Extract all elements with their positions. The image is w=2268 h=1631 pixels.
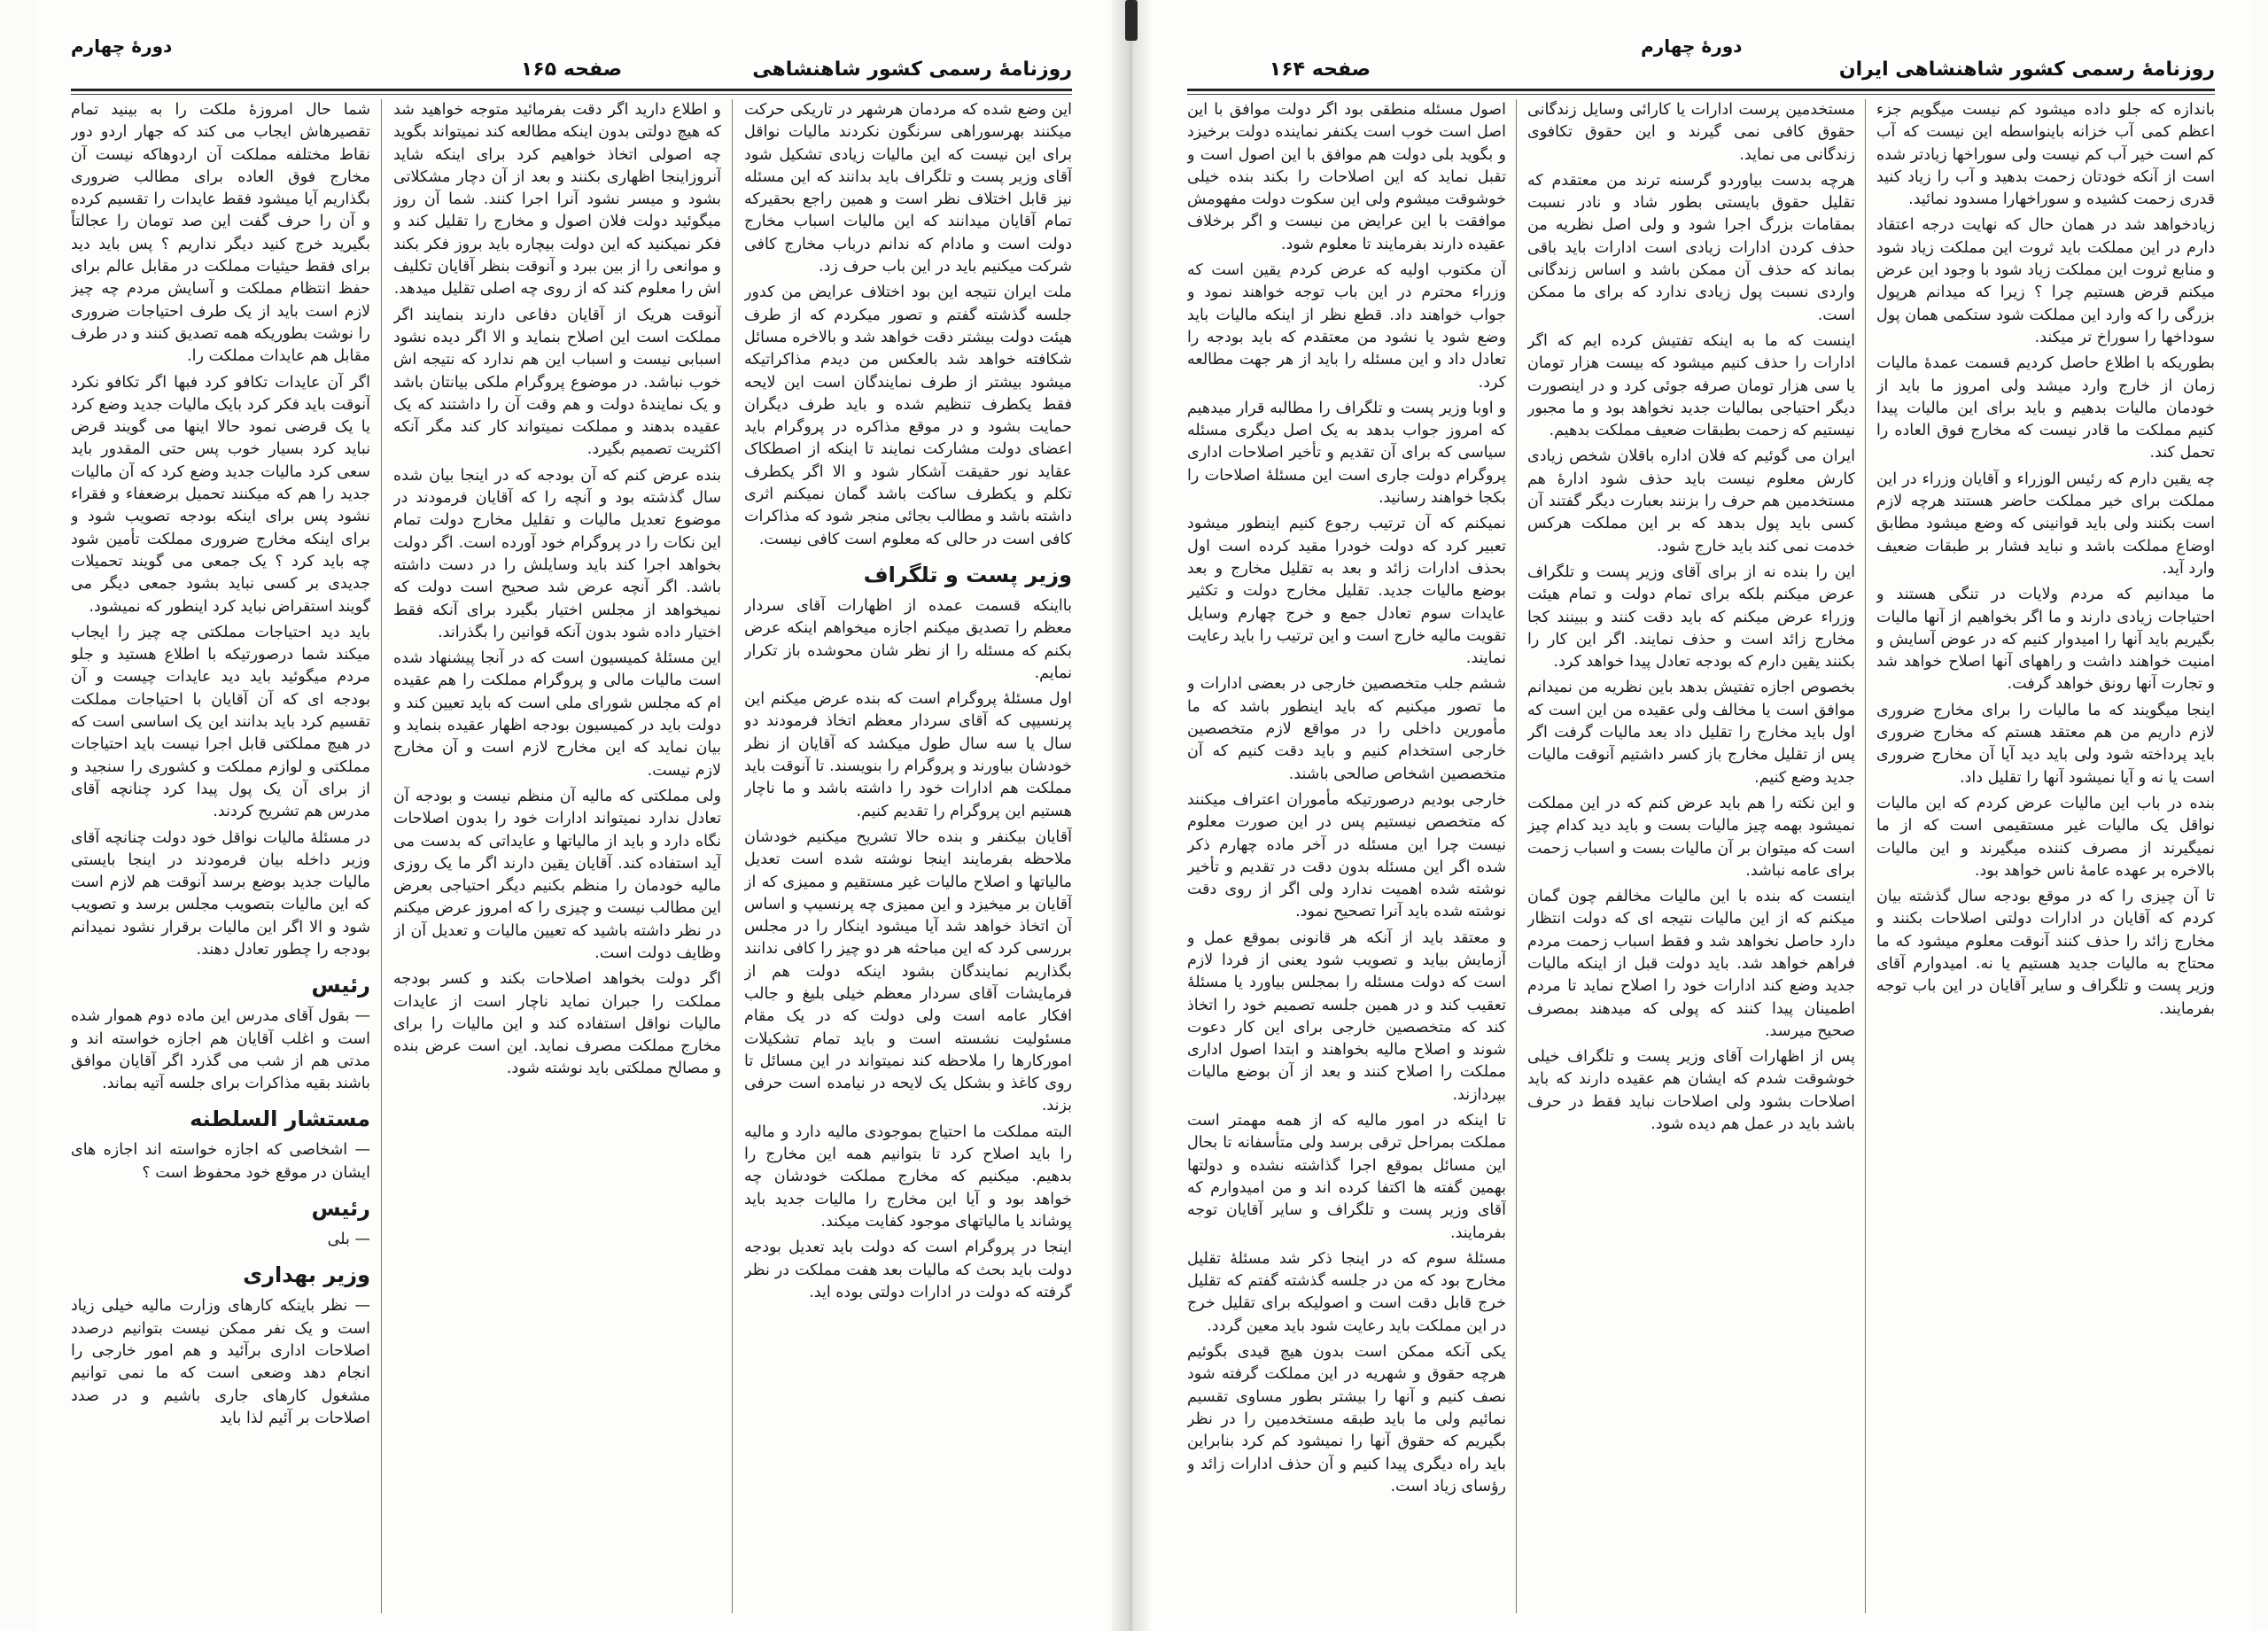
right-page-title: روزنامهٔ رسمی کشور شاهنشاهی ایران [1838, 58, 2215, 81]
article-paragraph: اینست که ما به اینکه تفتیش کرده ایم که اگر ادارات را حذف کنیم میشود که بیست هزار تومان یا سی هزار تومان صرفه جوئی کرد و در اینصورت دیگر احتیاجی بمالیات جدید نخواهد بود و ما مجبور نیستیم که زحمت بطبقات ضعیف مملکت بدهیم. [1527, 331, 1855, 440]
left-page-title: روزنامهٔ رسمی کشور شاهنشاهی [752, 58, 1072, 81]
column-rule [381, 99, 382, 1613]
right-col-3 [1187, 99, 1506, 1613]
article-paragraph: اینجا در پروگرام است که دولت باید تعدیل بودجه دولت باید بحث که مالیات بعد هفت مملکت در نظر گرفته که دولت در ادارات دولتی بوده اید. [744, 1239, 1072, 1301]
binding-gutter [1112, 0, 1149, 1631]
column-rule [1865, 99, 1866, 1613]
article-paragraph: — نظر باینکه کارهای وزارت مالیه خیلی زیاد است و یک نفر ممکن نیست بتوانیم درصدد اصلاحات اداری برآئید و هم امور خارجی را انجام دهد وضعی است که ما نمی توانیم مشغول کارهای جاری باشیم و در صدد اصلاحات بر آئیم لذا باید [71, 1297, 370, 1427]
right-page-number: صفحه ۱۶۴ [1269, 58, 1371, 81]
article-paragraph: آقایان بیکنفر و بنده حالا تشریح میکنیم خودشان ملاحظه بفرمایند اینجا نوشته شده است تعدیل مالیاتها و اصلاح مالیات غیر مستقیم و ممیزی که از آقایان بر میخیزد و این ممیزی چه پرنسیپ و اساس آن اتخاذ خواهد شد آیا میشود اینکار را در مجلس بررسی کرد که این مباحثه هر دو چیز را کافی ندانند بگذاریم نمایندگان بشود اینکه دولت هم از فرمایشات آقای سردار معظم خیلی بلیغ و جالب افکار عامه است ولی دولت که در یک مقام مسئولیت نشسته است و باید تمام تشکیلات امورکارها را ملاحظه کند نمیتواند در این مسائل تا روی کاغذ و بشکل یک لایحه در نیامده است حرفی بزند. [744, 827, 1072, 1115]
right-header-rule-thin [1187, 94, 2215, 95]
right-col-2 [1527, 99, 1855, 1613]
article-paragraph: زیادخواهد شد در همان حال که نهایت درجه اعتقاد دارم در این مملکت باید ثروت این مملکت زیاد شود و منابع ثروت این مملکت زیاد شود با وجود این عرض میکنم قرض هستیم چرا ؟ زیرا که میدانم هرپول بزرگی را که وارد این مملکت شود ستکمی همان پول سوداخها را سوراخ تر میکند. [1876, 216, 2215, 346]
left-col-1 [744, 99, 1072, 1613]
right-running-head [1187, 35, 2215, 87]
article-paragraph: تا آن چیزی را که در موقع بودجه سال گذشته بیان کردم که آقایان در ادارات دولتی اصلاحات بکنند و مخارج زائد را حذف کنند آنوقت معلوم میشود که ما محتاج به مالیات جدید هستیم یا نه. امیدوارم آقای وزیر پست و تلگراف و سایر آقایان در این باب توجه بفرمایند. [1876, 888, 2215, 1018]
section-heading: رئیس [311, 973, 370, 998]
article-paragraph: و اطلاع دارید اگر دقت بفرمائید متوجه خواهید شد که هیچ دولتی بدون اینکه مطالعه کند نمیتواند بگوید چه اصولی اتخاذ خواهیم کرد برای اینکه شاید آنروزاینجا اظهاری بکنند و بعد از آن دچار مشکلاتی بشود و میسر نشود آنرا اجرا کنند. شما آن روز میگوئید دولت فلان اصول و مخارج را تقلیل کند و فکر نمیکنید که این دولت بیچاره باید بروز فکر بکند و موانعی را از بین ببرد و آنوقت بنظر آقایان تکلیف اش را معلوم کند که از روی چه اصلی تقلیل میدهد. [393, 101, 721, 299]
article-paragraph: — اشخاصی که اجازه خواسته اند اجازه های ایشان در موقع خود محفوظ است ؟ [71, 1141, 370, 1182]
article-paragraph: هرچه بدست بیاوردو گرسنه ترند من معتقدم که تقلیل حقوق بایستی بطور شاد و نادر نسبت بمقامات بزرگ اجرا شود و ولی اصل نظریه من حذف کردن ادارات زیادی است ادارات باید باقی بماند که حذف آن ممکن باشد و اساس زندگانی واردی نسبت پول زیادی ندارد که برای ما ممکن است. [1527, 171, 1855, 324]
article-paragraph: خارجی بودیم درصورتیکه مأموران اعتراف میکنند که متخصص نیستیم پس در این صورت معلوم نیست چرا این مسئله در آخر ماده چهارم ذکر شده اگر این مسئله بدون دقت در تقدیم و تأخیر نوشته شده اهمیت ندارد ولی اگر از روی دقت نوشته شده باید آنرا تصحیح نمود. [1187, 790, 1506, 921]
article-paragraph: اگر دولت بخواهد اصلاحات بکند و کسر بودجه مملکت را جبران نماید ناچار است از عایدات مالیات نواقل استفاده کند و این مالیات را برای مخارج مملکت مصرف نماید. این است عرض بنده و مصالح مملکتی باید نوشته شود. [393, 970, 721, 1078]
article-paragraph: ایران می گوئیم که فلان اداره باقلان شخص زیادی کارش معلوم نیست باید حذف شود ادارهٔ هم مستخدمین هم حرف را بزنند بعبارت دیگر گفتند آن کسی باید پول بدهد که بر این مملکت هرکس خدمت نمی کند باید خارج شود. [1527, 447, 1855, 555]
article-paragraph: این را بنده نه از برای آقای وزیر پست و تلگراف عرض میکنم بلکه برای تمام دولت و تمام هیئت وزراء عرض میکنم که باید دقت کنند و ببینند کجا مخارج زائد است و حذف نمایند. اگر این کار را بکنند یقین دارم که بودجه تعادل پیدا خواهد کرد. [1527, 563, 1855, 672]
article-paragraph: ما میدانیم که مردم ولایات در تنگی هستند و احتیاجات زیادی دارند و ما اگر بخواهیم از آنها مالیات بگیریم باید آنها را امیدوار کنیم که در عوض آسایش و امنیت خواهند داشت و راههای آنها اصلاح خواهد شد و تجارت آنها رونق خواهد گرفت. [1876, 586, 2215, 694]
article-paragraph: نمیکنم که آن ترتیب رجوع کنیم اینطور میشود تعبیر کرد که دولت خودرا مقید کرده است اول بحذف ادارات زائد و بعد به تقلیل مخارج و بعد بوضع مالیات جدید. تقلیل مخارج دولت و تکثیر عایدات سوم تعادل جمع و خرج چهارم وسایل تقویت مالیه خارج است و این ترتیب را باید رعایت نمایند. [1187, 515, 1506, 668]
article-paragraph: ولی مملکتی که مالیه آن منظم نیست و بودجه آن تعادل ندارد نمیتواند ادارات خود را بدون اصلاحات نگاه دارد و باید از مالیاتها و عایداتی که بدست می آید استفاده کند. آقایان یقین دارند اگر ما یک روزی مالیه خودمان را منظم بکنیم دیگر احتیاجی بعرض این مطالب نیست و چیزی را که امروز عرض میکنم در نظر داشته باشید که تعیین مالیات و تعدیل آن از وظایف دولت است. [393, 787, 721, 962]
article-paragraph: بنده در باب این مالیات عرض کردم که این مالیات نواقل یک مالیات غیر مستقیمی است که از ما نمیگیرند از مصرف کننده میگیرند و این مالیات بالاخره بر عهده عامهٔ ناس خواهد بود. [1876, 794, 2215, 880]
left-header-rule-thin [71, 94, 1072, 95]
article-paragraph: و این نکته را هم باید عرض کنم که در این مملکت نمیشود بهمه چیز مالیات بست و باید دید کدام چیز است که میتوان بر آن مالیات بست و اسباب زحمت برای عامه نباشد. [1527, 794, 1855, 880]
article-paragraph: اینجا میگویند که ما مالیات را برای مخارج ضروری لازم داریم من هم معتقد هستم که مخارج ضروری باید پرداخته شود ولی باید دید آیا آن مخارج ضروری است یا نه و آیا نمیشود آنها را تقلیل داد. [1876, 701, 2215, 787]
article-paragraph: در مسئلهٔ مالیات نواقل خود دولت چنانچه آقای وزیر داخله بیان فرمودند در اینجا بایستی مالیات جدید بوضع برسد آنوقت هم لازم است که این مالیات بتصویب مجلس برسد و تصویب شود و الا اگر این مالیات برقرار نشود نمیدانم بودجه را چطور تعادل دهند. [71, 828, 370, 959]
section-heading: وزیر بهداری [243, 1262, 370, 1288]
article-paragraph: یکی آنکه ممکن است بدون هیچ قیدی بگوئیم هرچه حقوق و شهریه در این مملکت گرفته شود نصف کنیم و آنها را بیشتر بطور مساوی تقسیم نمائیم ولی ما باید طبقه مستخدمین را در نظر بگیریم که حقوق آنها را نمیشود کم کرد بنابراین باید راه دیگری پیدا کنیم و آن حذف ادارات زائد و رؤسای زیاد است. [1187, 1343, 1506, 1495]
article-paragraph: اول مسئلهٔ پروگرام است که بنده عرض میکنم این پرنسیپی که آقای سردار معظم اتخاذ فرمودند دو سال یا سه سال طول میکشد که آقایان از نظر خودشان بیاورند و پروگرام را بنویسند. تا آنوقت باید مملکت هم ادارات خود را داشته باشد و ما ناچار هستیم این پروگرام را تقدیم کنیم. [744, 690, 1072, 820]
article-paragraph: مسئلهٔ سوم که در اینجا ذکر شد مسئلهٔ تقلیل مخارج بود که من در جلسه گذشته گفتم که تقلیل خرج قابل دقت است و اصولیکه برای تقلیل خرج در این مملکت باید رعایت شود باید معین گردد. [1187, 1249, 1506, 1335]
article-paragraph: البته مملکت ما احتیاج بموجودی مالیه دارد و مالیه را باید اصلاح کرد تا بتوانیم همه این مخارج را بدهیم. میکنیم که مخارج مملکت خودشان چه خواهد بود و آیا این مخارج را مالیات جدید باید پوشاند یا مالیاتهای موجود کفایت میکند. [744, 1122, 1072, 1231]
left-col-2 [393, 99, 721, 1613]
article-paragraph: — بلی [327, 1231, 370, 1249]
article-paragraph: آنوقت هریک از آقایان دفاعی دارند بنمایند اگر مملکت است این اصلاح بنماید و الا اگر دیده نشود اسبابی نیست و اسباب این هم ندارد که نتیجه اش خوب نباشد. در موضوع پروگرام ملکی بیانتان باشد و یک نمایندهٔ دولت و هم وقت آن را داشتند که یک عقیده بدهند و مملکت نمیتواند کار کند مگر آنکه اکثریت تصمیم بگیرد. [393, 306, 721, 459]
column-rule [732, 99, 733, 1613]
left-running-head [71, 35, 1072, 87]
article-paragraph: بنده عرض کنم که آن بودجه که در اینجا بیان شده سال گذشته بود و آنچه را که آقایان فرمودند در موضوع تعدیل مالیات و تقلیل مخارج دولت تمام این نکات را در پروگرام خود آورده است. اگر دولت بخواهد اجرا کند باید وسایلش را در دست داشته باشد. اگر آنچه عرض شد صحیح است دولت که نمیخواهد از مجلس اختیار بگیرد برای آنکه فقط اختیار داده شود بدون آنکه قوانین را بگذراند. [393, 466, 721, 641]
left-page-period: دورهٔ چهارم [71, 35, 173, 57]
section-heading: وزیر پست و تلگراف [863, 562, 1072, 587]
left-page [35, 0, 1107, 1631]
article-paragraph: آن مکتوب اولیه که عرض کردم یقین است که وزراء محترم در این باب توجه خواهند نمود و جواب خواهند داد. قطع نظر از اینکه مالیات باید وضع شود یا نشود من معتقدم که باید بودجه را تعادل داد و این مسئله را باید از هر جهت مطالعه کرد. [1187, 261, 1506, 392]
article-paragraph: ششم جلب متخصصین خارجی در بعضی ادارات و ما تصور میکنیم که باید اینطور باشد که ما مأمورین داخلی را در مواقع لازم متخصصین خارجی استخدام کنیم و باید دقت کنیم که آن متخصصین اشخاص صالحی باشند. [1187, 675, 1506, 783]
right-page [1152, 0, 2250, 1631]
article-paragraph: این وضع شده که مردمان هرشهر در تاریکی حرکت میکنند بهرسوراهی سرنگون نکردند مالیات نواقل برای این نیست که این مالیات زیادی تشکیل شود آقای وزیر پست و تلگراف باید بدانند که این مسئله نیز قابل اختلاف نظر است و همین راجع بحقیرکه تمام آقایان میدانند که این مالیات اسباب مخارج دولت است و مادام که ندانم درباب مخارج کافی شرکت میکنیم باید در این باب حرف زد. [744, 101, 1072, 276]
left-columns [71, 99, 1072, 1613]
section-heading: مستشار السلطنه [190, 1107, 370, 1132]
article-paragraph: باندازه که جلو داده میشود کم نیست میگویم جزء اعظم کمی آب خزانه باینواسطه این نیست که آب کم است خیر آب کم نیست ولی سوراخها زیادتر شده است از آنکه خودتان زحمت بدهید و آب را زیاد کنید قدری زحمت کشیده و سوراخهارا مسدود نمائید. [1876, 101, 2215, 209]
article-paragraph: چه یقین دارم که رئیس الوزراء و آقایان وزراء در این مملکت برای خیر مملکت حاضر هستند هرچه لازم است بکنند ولی باید قوانینی که وضع میشود مطابق اوضاع مملکت باشد و نباید فشار بر طبقات ضعیف وارد آید. [1876, 470, 2215, 578]
column-rule [1516, 99, 1517, 1613]
article-paragraph: تا اینکه در امور مالیه که از همه مهمتر است مملکت بمراحل ترقی برسد ولی متأسفانه تا بحال این مسائل بموقع اجرا گذاشته نشده و دولتها بهمین گفته ها اکتفا کرده اند و من امیدوارم که آقای وزیر پست و تلگراف و سایر آقایان توجه بفرمایند. [1187, 1112, 1506, 1242]
right-header-rule [1187, 89, 2215, 91]
article-paragraph: بااینکه قسمت عمده از اظهارات آقای سردار معظم را تصدیق میکنم اجازه میخواهم اینکه عرض بکنم که مسئله را از نظر شان محوشده باز تکرار نمایم. [744, 596, 1072, 682]
article-paragraph: بخصوص اجازه تفتیش بدهد باین نظریه من نمیدانم موافق است یا مخالف ولی عقیده من این است که اول باید مخارج را تقلیل داد بعد مالیات گرفت اگر پس از تقلیل مخارج باز کسر داشتیم آنوقت مالیات جدید وضع کنیم. [1527, 679, 1855, 787]
right-page-period: دورهٔ چهارم [1641, 35, 1743, 57]
article-paragraph: و معتقد باید از آنکه هر قانونی بموقع عمل و آزمایش بیاید و تصویب شود یعنی از فردا لازم است که دولت مسئله را بمجلس بیاورد یا مسئلهٔ تعقیب کند و در همین جلسه تصمیم خود را اتخاذ کند که متخصصین خارجی برای این کار دعوت شوند و اصلاح مالیه بخواهند و ابتدا اصول اداری مملکت را اصلاح کنند و بعد از آن بوضع مالیات بپردازند. [1187, 928, 1506, 1104]
article-paragraph: — بقول آقای مدرس این ماده دوم هموار شده است و اغلب آقایان هم اجازه خواسته اند و مدتی هم از شب می گذرد اگر آقایان موافق باشند بقیه مذاکرات برای جلسه آتیه بماند. [71, 1007, 370, 1093]
article-paragraph: اصول مسئله منطقی بود اگر دولت موافق با این اصل است خوب است یکنفر نماینده دولت برخیزد و بگوید بلی دولت هم موافق با این اصول است و تقبل نماید که این اصلاحات را بکند بنده خیلی خوشوقت میشوم ولی این سکوت دولت مفهومش موافقت با این عرایض من نیست و اگر برخلاف عقیده دارند بفرمایند تا معلوم شود. [1187, 101, 1506, 253]
left-col-3 [71, 99, 370, 1613]
right-columns [1187, 99, 2215, 1613]
article-paragraph: مستخدمین پرست ادارات یا کارائی وسایل زندگانی حقوق کافی نمی گیرند و این حقوق تکافوی زندگانی می نماید. [1527, 101, 1855, 164]
article-paragraph: شما حال امروزهٔ ملکت را به بینید تمام تقصیرهاش ایجاب می کند که جهار اردو دور نقاط مختلفه مملکت آن اردوهاکه نیست آن مخارج فوق العاده برای مطالب ضروری بگذاریم آیا میشود فقط عایدات را تقسیم کرده و آن را حرف گفت این صد تومان را عجالتاً بگیرید خرج کنید دیگر نداریم ؟ پس باید دید برای فقط حیثیات مملکت در مقابل عالم برای حفظ انتظام مملکت و آسایش مردم چه چیز لازم است باید از یک طرف احتیاجات ضروری را نوشت بطوریکه همه تصدیق کنند و در طرف مقابل هم عایدات مملکت را. [71, 101, 370, 366]
article-paragraph: اگر آن عایدات تکافو کرد فبها اگر تکافو نکرد آنوقت باید فکر کرد بایک مالیات جدید وضع کرد یا یک قرضی نمود حالا اینها می گویند قرض نباید کرد بسیار خوب پس حتی المقدور باید سعی کرد مالیات جدید وضع کرد که آن مالیات جدید را هم که میکنند تحمیل برضعفاء و فقراء نشود پس برای اینکه بودجه تصویب شود و برای اینکه مخارج ضروری مملکت تأمین شود چه باید کرد ؟ یک جمعی می گویند تحمیلات جدیدی بر کسی نباید بشود جمعی دیگر می گویند استقراض نباید کرد اینطور که نمیشود. [71, 373, 370, 616]
right-col-1 [1876, 99, 2215, 1613]
article-paragraph: و اوبا وزیر پست و تلگراف را مطالبه قرار میدهیم که امروز جواب بدهد به یک اصل دیگری مسئله سیاسی که برای آن تقدیم و تأخیر اصلاحات اداری پروگرام دولت جاری است این مسئلهٔ اصلاحات را بکجا خواهند رسانید. [1187, 399, 1506, 508]
article-paragraph: اینست که بنده با این مالیات مخالفم چون گمان میکنم که از این مالیات نتیجه ای که دولت انتظار دارد حاصل نخواهد شد و فقط اسباب زحمت مردم فراهم خواهد شد. باید دولت قبل از اینکه مالیات جدید وضع کند ادارات خود را اصلاح نماید تا مردم اطمینان پیدا کنند که پولی که میدهند بمصرف صحیح میرسد. [1527, 888, 1855, 1040]
article-paragraph: ملت ایران نتیجه این بود اختلاف عرایض من کدور جلسه گذشته گفتم و تصور میکردم که از طرف هیئت دولت بیشتر دقت خواهد شد و بالاخره مسائل شکافته خواهد شد بالعکس من دیدم مذاکراتیکه میشود بیشتر از طرف نمایندگان است این لایحه فقط یکطرف تنظیم شده و باید طرف دیگران حمایت بشود و در موقع مذاکره در پروگرام باید اعضای دولت مشارکت نمایند تا اینکه از اصطکاک عقاید نور حقیقت آشکار شود و الا اگر یکطرف تکلم و یکطرف ساکت باشد گمان نمیکنم اثری داشته باشد و مطالب بجائی منجر شود که مذاکرات کافی است در حالی که معلوم است کافی نیست. [744, 283, 1072, 548]
article-paragraph: پس از اظهارات آقای وزیر پست و تلگراف خیلی خوشوقت شدم که ایشان هم عقیده دارند که باید اصلاحات بشود ولی اصلاحات نباید فقط در حرف باشد باید در عمل هم دیده شود. [1527, 1048, 1855, 1134]
article-paragraph: بطوریکه با اطلاع حاصل کردیم قسمت عمدهٔ مالیات زمان از خارج وارد میشد ولی امروز ما باید از خودمان مالیات بدهیم و باید برای این مالیات پیدا کنیم مملکت ما قادر نیست که مخارج فوق العاده را تحمل کند. [1876, 354, 2215, 462]
left-page-number: صفحه ۱۶۵ [520, 58, 623, 81]
section-heading: رئیس [311, 1196, 370, 1222]
left-header-rule [71, 89, 1072, 91]
article-paragraph: باید دید احتیاجات مملکتی چه چیز را ایجاب میکند شما درصورتیکه با اطلاع هستید و جلو مردم میگوئید باید دید عایدات چیست و آن بودجه ای که آن آقایان با احتیاجات مملکت تقسیم کرد باید بدانند این یک اساسی است که در هیچ مملکتی قابل اجرا نیست باید احتیاجات مملکتی و لوازم مملکت و کشوری را سنجید و از برای آن یک پول پیدا کرد چنانچه آقای مدرس هم تشریح کردند. [71, 623, 370, 821]
binding-mark [1125, 0, 1138, 41]
article-paragraph: این مسئلهٔ کمیسیون است که در آنجا پیشنهاد شده است مالیات مالی و پروگرام مملکت را هم عقیده ام که مجلس شورای ملی است که باید تعیین کند و دولت باید در کمیسیون بودجه اظهار عقیده بنماید و بیان نماید که این مخارج لازم است و آن مخارج لازم نیست. [393, 649, 721, 780]
